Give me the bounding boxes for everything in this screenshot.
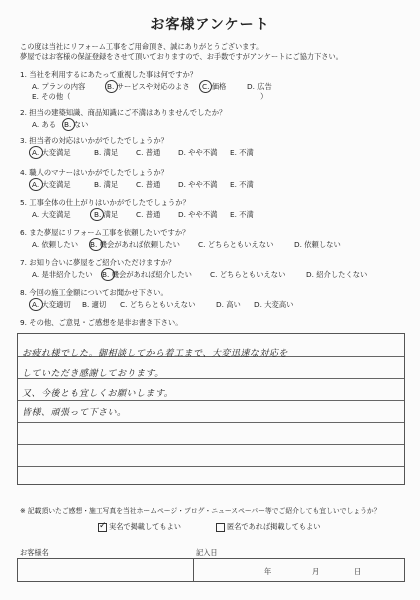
answer-circle-q7-b [101, 268, 115, 281]
checkbox-icon[interactable] [216, 523, 225, 532]
q3-option-d[interactable]: D. やや不満 [178, 148, 218, 157]
consent-option-1-label: 実名で掲載してもよい [109, 522, 181, 531]
q1-option-b[interactable]: B. サービスや対応のよさ [107, 82, 190, 91]
question-2: 2. 担当の建築知識、商品知識にご不満はありませんでしたか？ [20, 108, 227, 117]
question-7: 7. お知り合いに夢屋をご紹介いただけますか？ [20, 258, 176, 267]
consent-option-anonymous[interactable] [216, 522, 320, 532]
q1-option-d[interactable]: D. 広告 [247, 82, 272, 91]
answer-circle-q8-a [29, 298, 43, 311]
q6-option-a[interactable]: A. 依頼したい [32, 240, 78, 249]
question-4: 4. 職人のマナーはいかがでしたでしょうか？ [20, 168, 168, 177]
year-label: 年 [264, 567, 272, 576]
question-1: 1. 当社を利用するにあたって重視した事は何ですか？ [20, 70, 198, 79]
question-5-options [32, 210, 254, 220]
question-7-options [32, 270, 367, 280]
q5-option-d[interactable]: D. やや不満 [178, 210, 218, 219]
question-6-options [32, 240, 341, 250]
q5-option-e[interactable]: E. 不満 [230, 210, 254, 219]
q6-option-c[interactable]: C. どちらともいえない [198, 240, 274, 249]
question-4-options [32, 180, 254, 190]
page-title: お客様アンケート [150, 17, 270, 33]
q5-option-c[interactable]: C. 普通 [136, 210, 161, 219]
answer-circle-q1-b [105, 80, 118, 93]
q6-option-d[interactable]: D. 依頼しない [294, 240, 341, 249]
q1-option-e[interactable]: E. その他（ ） [32, 92, 268, 101]
customer-name-label: お客様名 [20, 548, 49, 557]
question-3-options [32, 148, 254, 158]
q8-option-c[interactable]: C. どちらともいえない [120, 300, 196, 309]
q1-option-a[interactable]: A. プランの内容 [32, 82, 86, 91]
question-3: 3. 担当者の対応はいかがでしたでしょうか？ [20, 136, 168, 145]
consent-option-real-name[interactable] [98, 522, 181, 532]
ruled-line [18, 444, 404, 445]
q8-option-a[interactable]: A. 大変適切 [32, 300, 71, 309]
handwritten-line-2: していただき感謝しております。 [22, 369, 164, 379]
q7-option-d[interactable]: D. 紹介したくない [306, 270, 368, 279]
q1-option-c[interactable]: C. 価格 [202, 82, 227, 91]
q4-option-c[interactable]: C. 普通 [136, 180, 161, 189]
q2-option-b[interactable]: B. ない [64, 120, 89, 129]
handwritten-line-4: 皆様、頑張って下さい。 [22, 408, 127, 418]
question-8-options [32, 300, 293, 310]
q3-option-c[interactable]: C. 普通 [136, 148, 161, 157]
question-1-options [32, 82, 272, 92]
ruled-line [18, 422, 404, 423]
ruled-line [18, 466, 404, 467]
handwritten-line-1: お疲れ様でした。御相談してから着工まで、大変迅速な対応を [22, 349, 288, 359]
q3-option-a[interactable]: A. 大変満足 [32, 148, 71, 157]
q7-option-b[interactable]: B. 機会があれば紹介したい [102, 270, 192, 279]
answer-circle-q4-a [29, 178, 43, 191]
month-label: 月 [312, 567, 320, 576]
question-8: 8. 今回の施工金額についてお聞かせ下さい。 [20, 288, 168, 297]
q4-option-b[interactable]: B. 満足 [94, 180, 119, 189]
q6-option-b[interactable]: B. 機会があれば依頼したい [90, 240, 180, 249]
publication-consent-note: ※ 記載頂いたご感想・施工写真を当社ホームページ・ブログ・ニュースペーパー等でご紹介しても宜しいでしょうか？ [20, 507, 381, 515]
q5-option-a[interactable]: A. 大変満足 [32, 210, 71, 219]
q8-option-b[interactable]: B. 適切 [82, 300, 107, 309]
q4-option-a[interactable]: A. 大変満足 [32, 180, 71, 189]
q8-option-d[interactable]: D. 高い [216, 300, 241, 309]
q8-option-e[interactable]: D. 大変高い [254, 300, 294, 309]
customer-name-field[interactable] [18, 559, 193, 581]
question-6: 6. また夢屋にリフォーム工事を依頼したいですか？ [20, 228, 190, 237]
q5-option-b[interactable]: B. 満足 [94, 210, 119, 219]
question-2-options [32, 120, 88, 130]
consent-option-2-label: 匿名であれば掲載してもよい [227, 522, 321, 531]
question-5: 5. 工事全体の仕上がりはいかがでしたでしょうか？ [20, 198, 190, 207]
handwritten-line-3: 又、今後とも宜しくお願いします。 [22, 389, 174, 399]
intro-line-2: 夢屋ではお客様の保証登録をさせて頂いておりますので、お手数ですがアンケートにご協力下さい。 [20, 52, 343, 61]
q7-option-c[interactable]: C. どちらともいえない [210, 270, 286, 279]
q7-option-a[interactable]: A. 是非紹介したい [32, 270, 93, 279]
q4-option-d[interactable]: D. やや不満 [178, 180, 218, 189]
date-label: 記入日 [196, 548, 218, 557]
checkbox-checked-icon[interactable]: ✓ [99, 520, 107, 531]
answer-circle-q2-b [62, 118, 75, 131]
day-label: 日 [354, 567, 362, 576]
q2-option-a[interactable]: A. ある [32, 120, 57, 129]
answer-circle-q5-b [90, 208, 104, 221]
ruled-line [18, 400, 404, 401]
signature-divider [193, 559, 194, 581]
q4-option-e[interactable]: E. 不満 [230, 180, 254, 189]
signature-box [17, 558, 405, 582]
answer-circle-q3-a [29, 146, 43, 159]
intro-line-1: この度は当社にリフォーム工事をご用命頂き、誠にありがとうございます。 [20, 42, 264, 51]
answer-circle-q6-b [89, 238, 103, 251]
question-9: 9. その他、ご意見・ご感想を是非お書き下さい。 [20, 318, 183, 327]
q3-option-e[interactable]: E. 不満 [230, 148, 254, 157]
q3-option-b[interactable]: B. 満足 [94, 148, 119, 157]
answer-circle-q1-c [199, 80, 212, 93]
